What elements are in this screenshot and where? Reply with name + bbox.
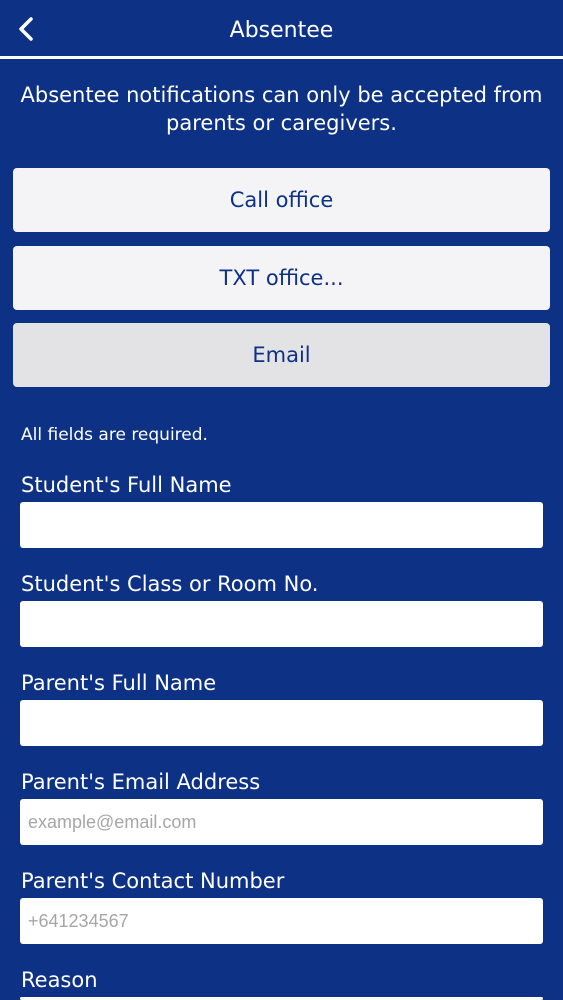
txt-office-button[interactable]: TXT office... — [13, 246, 550, 310]
student-class-label: Student's Class or Room No. — [21, 572, 319, 596]
parent-contact-label: Parent's Contact Number — [21, 869, 285, 893]
parent-email-label: Parent's Email Address — [21, 770, 261, 794]
student-name-field[interactable] — [20, 502, 543, 548]
parent-name-field[interactable] — [20, 700, 543, 746]
student-class-field[interactable] — [20, 601, 543, 647]
parent-contact-field[interactable] — [20, 898, 543, 944]
call-office-button[interactable]: Call office — [13, 168, 550, 232]
student-name-label: Student's Full Name — [21, 473, 232, 497]
parent-name-label: Parent's Full Name — [21, 671, 217, 695]
page-title: Absentee — [229, 18, 334, 43]
reason-label: Reason — [21, 968, 98, 992]
nav-divider — [0, 56, 563, 59]
parent-email-field[interactable] — [20, 799, 543, 845]
notice-text: Absentee notifications can only be accepted from parents or caregivers. — [20, 83, 543, 135]
email-button[interactable]: Email — [13, 323, 550, 387]
nav-bar — [0, 0, 563, 58]
required-note: All fields are required. — [21, 425, 208, 445]
